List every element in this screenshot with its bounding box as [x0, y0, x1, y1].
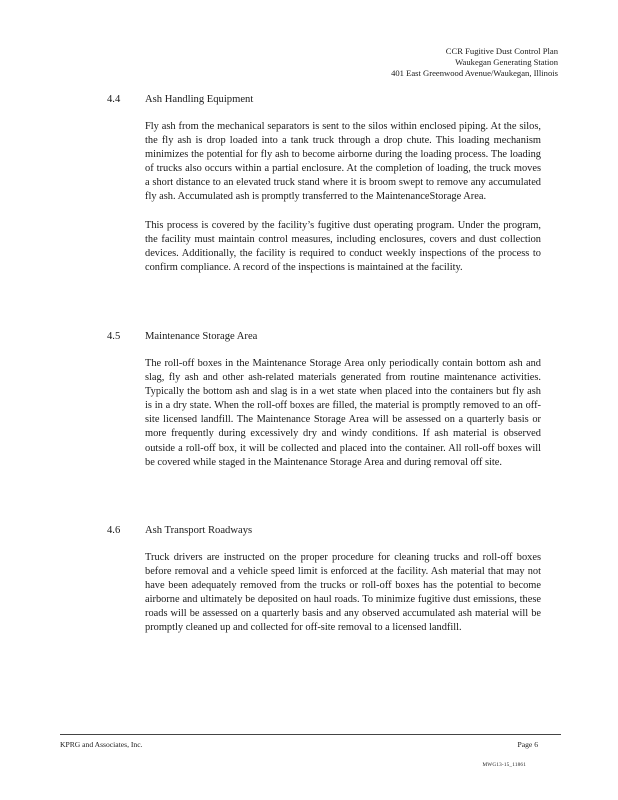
- section-number: 4.4: [107, 94, 121, 105]
- section-title: Ash Handling Equipment: [145, 94, 254, 105]
- paragraph: Fly ash from the mechanical separators is sent to the silos within enclosed piping. At the silos, the fly ash is drop loaded into a tank truck through a drop chute. This loading mechanism minimizes the potential for fly ash to become airborne during the loading process. The loading of trucks also occurs within a partial enclosure. At the completion of loading, the truck moves a short distance to an elevated truck stand where it is broom swept to remove any accumulated fly ash. Accumulated ash is promptly transferred to the MaintenanceStorage Area.: [145, 121, 541, 203]
- section-title: Maintenance Storage Area: [145, 331, 258, 342]
- section-heading: [107, 93, 541, 106]
- paragraph: The roll-off boxes in the Maintenance Storage Area only periodically contain bottom ash and slag, fly ash and other ash-related materials generated from routine maintenance activities. Typically the bottom ash and slag is in a wet state when placed into the containers but fly ash is in a dry state. When the roll-off boxes are filled, the material is promptly removed to an off-site licensed landfill. The Maintenance Storage Area will be assessed on a quarterly basis or more frequently during excessively dry and windy conditions. If ash material is observed outside a roll-off box, it will be collected and placed into the container. All roll-off boxes will be covered while staged in the Maintenance Storage Area and during removal off site.: [145, 358, 541, 468]
- section-number: 4.5: [107, 331, 121, 342]
- paragraph: Truck drivers are instructed on the proper procedure for cleaning trucks and roll-off boxes before removal and a vehicle speed limit is enforced at the facility. Ash material that may not have been adequately removed from the trucks or roll-off boxes has the potential to become airborne and ultimately be deposited on haul roads. To minimize fugitive dust emissions, these roads will be assessed on a quarterly basis and any observed accumulated ash material will be promptly cleaned up and collected for off-site removal to a licensed landfill.: [145, 552, 541, 634]
- paragraph: This process is covered by the facility’s fugitive dust operating program. Under the program, the facility must maintain control measures, including enclosures, covers and dust collection devices. Additionally, the facility is required to conduct weekly inspections of the process to confirm compliance. A record of the inspections is maintained at the facility.: [145, 219, 541, 273]
- section-heading: [107, 524, 541, 537]
- header-plan-title: CCR Fugitive Dust Control Plan: [445, 46, 558, 56]
- section-ash-handling-equipment: [107, 93, 541, 275]
- section-heading: [107, 330, 541, 343]
- footer-company: KPRG and Associates, Inc.: [60, 740, 143, 749]
- section-number: 4.6: [107, 525, 121, 536]
- document-bates-code: MWG13-15_11861: [482, 762, 526, 768]
- section-maintenance-storage-area: [107, 330, 541, 470]
- section-ash-transport-roadways: [107, 524, 541, 636]
- footer-page-number: Page 6: [517, 740, 538, 749]
- page-header: [391, 46, 558, 79]
- section-title: Ash Transport Roadways: [145, 525, 253, 536]
- header-station-name: Waukegan Generating Station: [455, 57, 558, 67]
- footer-divider: [60, 734, 561, 735]
- header-address: 401 East Greenwood Avenue/Waukegan, Illinois: [391, 68, 558, 78]
